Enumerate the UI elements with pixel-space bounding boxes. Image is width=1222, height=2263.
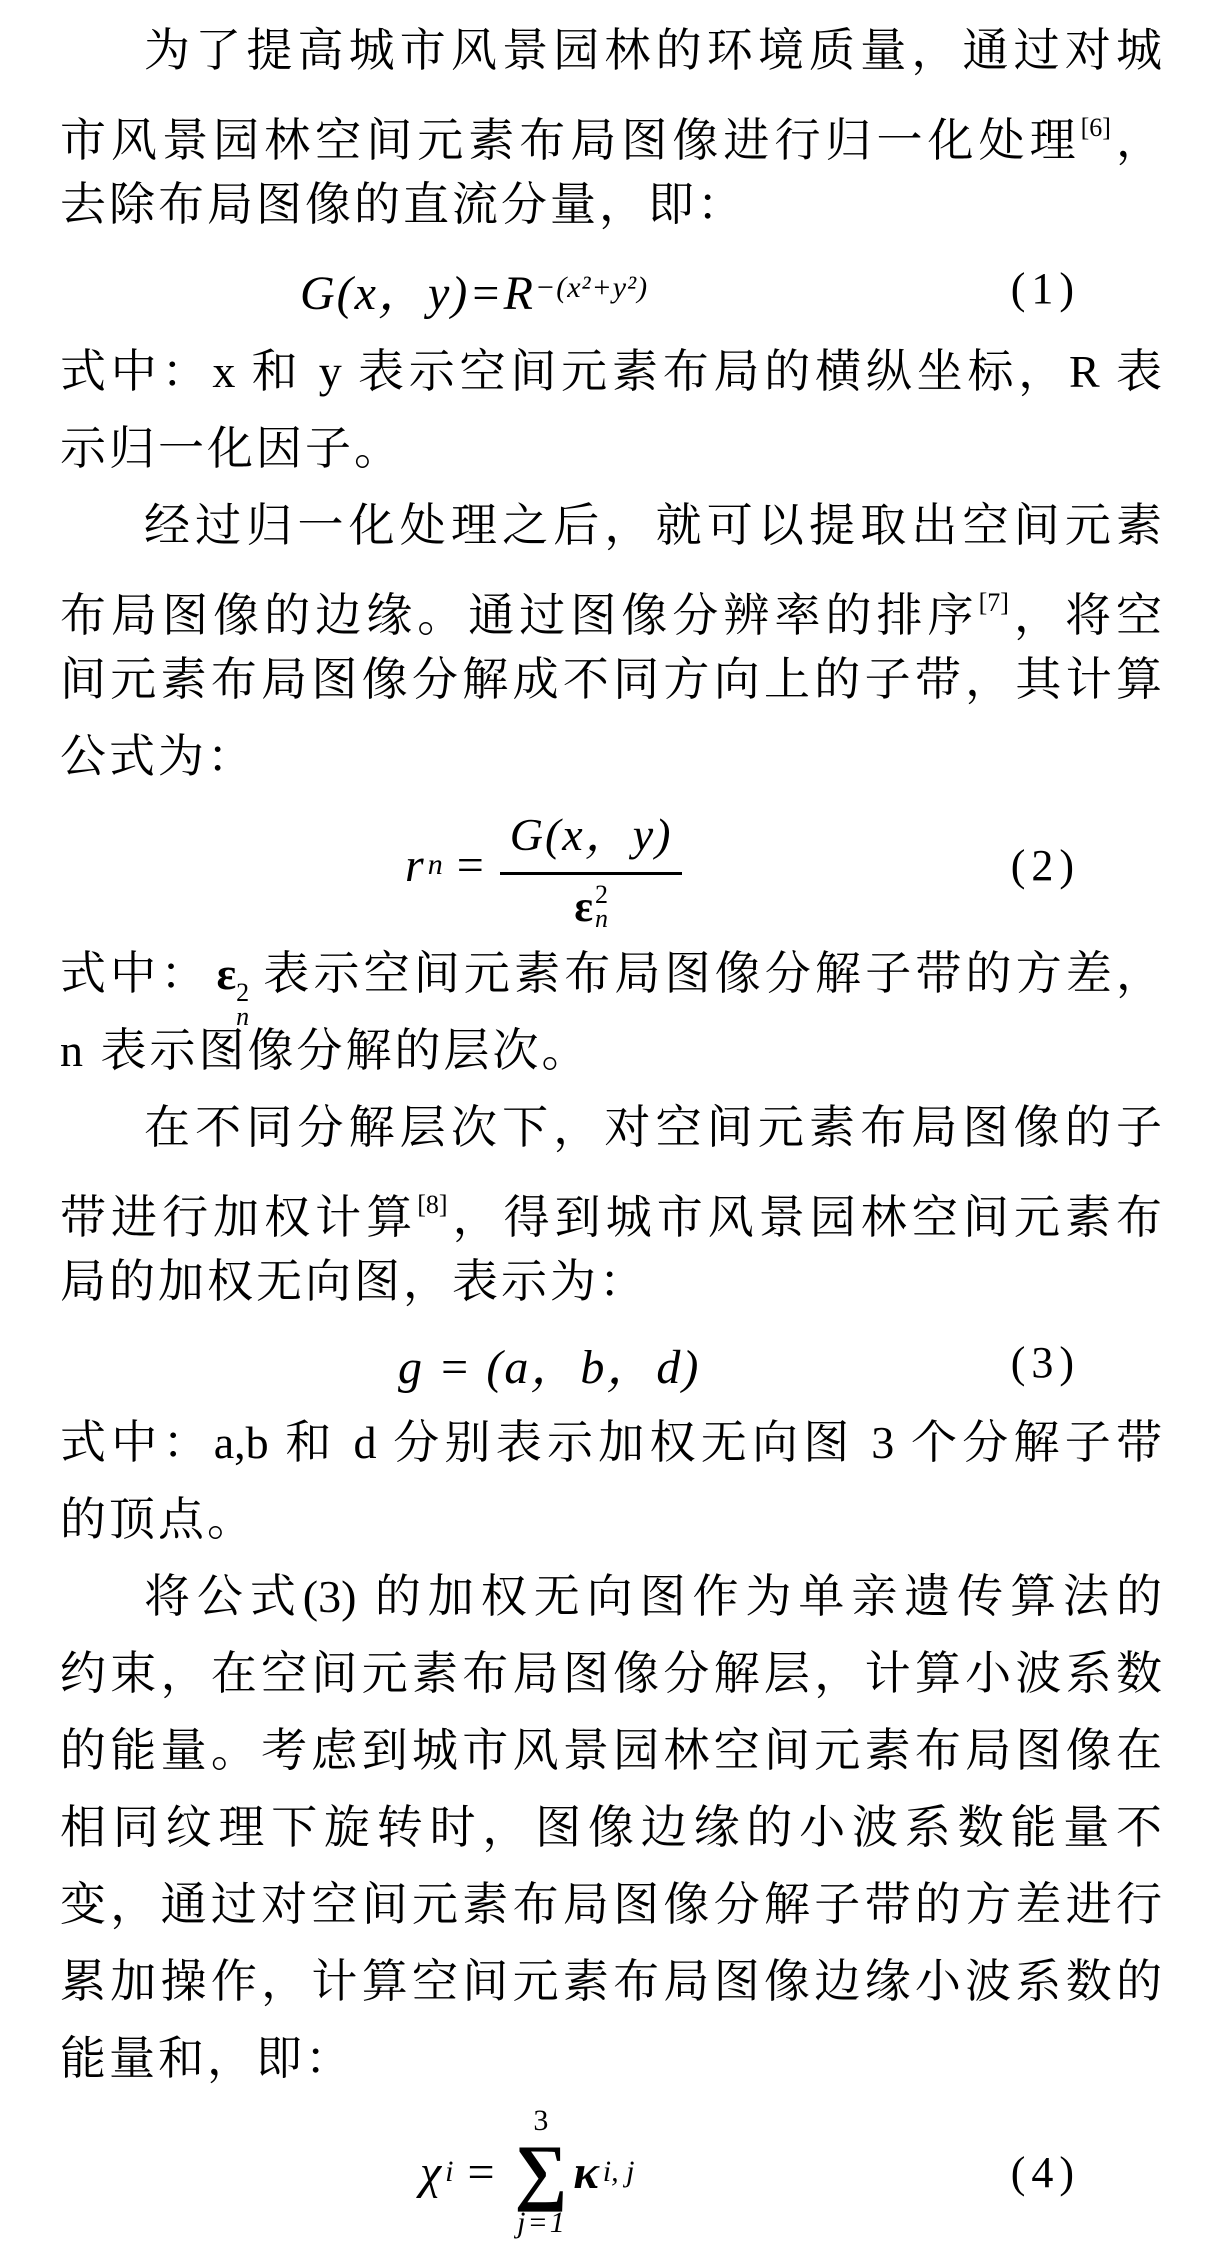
fraction [500,798,683,932]
equation-number-2: (2) [1010,840,1080,890]
fraction-numerator: G(x，y) [500,798,683,875]
equation-4-variable: χ [420,2145,444,2199]
text-line-2 [60,89,1162,166]
text-line-19: 的能量。考虑到城市风景园林空间元素布局图像在 [60,1725,1162,1776]
text-line-14: 局的加权无向图，表示为： [60,1256,648,1307]
citation-ref-6: [6] [1080,113,1111,142]
text-line-11: n 表示图像分解的层次。 [60,1025,591,1076]
text-line-12: 在不同分解层次下，对空间元素布局图像的子 [144,1102,1162,1153]
text-segment: 带进行加权计算 [60,1192,418,1243]
equation-3-expression: g = (a，b，d) [398,1340,701,1394]
epsilon-superscript: 2 [595,879,609,909]
text-segment: ， [1110,115,1163,166]
text-segment: ，得到城市风景园林空间元素布 [447,1192,1163,1243]
summation-lower-limit: j=1 [517,2206,567,2239]
text-line-16: 的顶点。 [60,1494,256,1545]
equation-1-body [300,254,648,323]
equals-sign: = [456,838,486,892]
text-segment: 市风景园林空间元素布局图像进行归一化处理 [60,115,1081,166]
equation-3-body [398,1328,700,1397]
text-line-23: 能量和，即： [60,2033,354,2084]
text-line-8: 间元素布局图像分解成不同方向上的子带，其计算 [60,654,1162,705]
epsilon-subscript: n [236,1002,250,1031]
epsilon-superscript: 2 [236,978,250,1007]
summation-upper-limit: 3 [533,2104,551,2137]
formula-3 [60,1320,1162,1404]
equation-2-variable-subscript: n [427,848,443,881]
equation-1-base: G(x，y)=R [300,266,535,320]
equals-sign: = [467,2145,497,2199]
epsilon-scripts [595,879,609,933]
epsilon-variable [216,948,250,1031]
text-line-9: 公式为： [60,731,256,782]
equation-number-1: (1) [1010,263,1080,313]
citation-ref-8: [8] [417,1190,448,1219]
equation-1-exponent: −(x²+y²) [534,271,649,304]
text-segment: 表示空间元素布局图像分解子带的方差， [259,948,1163,999]
text-line-1: 为了提高城市风景园林的环境质量，通过对城 [144,25,1162,76]
equation-4-body [420,2106,634,2238]
text-line-13 [60,1166,1162,1243]
citation-ref-7: [7] [978,588,1009,617]
formula-2 [60,795,1162,935]
equation-4-term-subscript: i, j [602,2155,635,2188]
text-segment: ，将空 [1008,590,1163,641]
sigma-icon: ∑ [514,2131,570,2213]
equation-4-term: κ [573,2145,601,2199]
text-line-15: 式中：a,b 和 d 分别表示加权无向图 3 个分解子带 [60,1417,1162,1468]
equation-2-body [405,798,682,932]
text-line-20: 相同纹理下旋转时，图像边缘的小波系数能量不 [60,1802,1162,1853]
text-line-17: 将公式(3) 的加权无向图作为单亲遗传算法的 [144,1571,1162,1622]
equation-number-3: (3) [1010,1337,1080,1387]
formula-4 [60,2097,1162,2247]
equation-4-variable-subscript: i [445,2155,454,2188]
text-line-10 [60,935,1163,1031]
text-line-7 [60,564,1162,641]
text-line-5: 示归一化因子。 [60,423,403,474]
epsilon-subscript: n [595,903,609,933]
fraction-denominator [574,875,608,932]
text-segment: 式中： [60,948,211,999]
text-line-22: 累加操作，计算空间元素布局图像边缘小波系数的 [60,1956,1162,2007]
text-line-21: 变，通过对空间元素布局图像分解子带的方差进行 [60,1879,1162,1930]
summation-symbol [515,2106,570,2238]
epsilon-symbol: ε [574,882,596,931]
text-line-18: 约束，在空间元素布局图像分解层，计算小波系数 [60,1648,1162,1699]
text-line-6: 经过归一化处理之后，就可以提取出空间元素 [144,500,1162,551]
text-segment: 布局图像的边缘。通过图像分辨率的排序 [60,590,979,641]
equation-number-4: (4) [1010,2147,1080,2197]
equation-2-variable: r [405,838,426,892]
formula-1 [60,243,1162,333]
text-line-3: 去除布局图像的直流分量，即： [60,179,746,230]
text-line-4: 式中：x 和 y 表示空间元素布局的横纵坐标，R 表 [60,346,1162,397]
epsilon-symbol: ε [216,948,237,999]
